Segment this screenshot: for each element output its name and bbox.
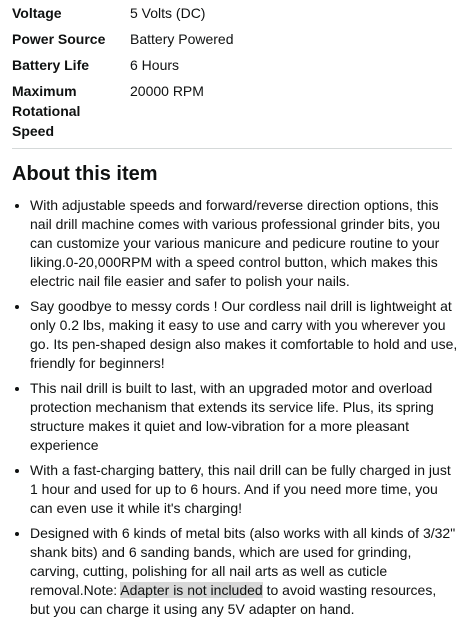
spec-row-battery-life — [12, 52, 452, 78]
feature-bullet: • Say goodbye to messy cords ! Our cordless nail drill is lightweight at only 0.2 lbs, making it easy to use and carry with you wherever you go. Its pen-shaped design also makes it comfortable to hold and use, friendly for beginners! — [30, 297, 458, 373]
spec-key: Voltage — [12, 5, 62, 21]
spec-key: Battery Life — [12, 57, 90, 73]
spec-value: 6 Hours — [130, 57, 180, 73]
spec-value: 5 Volts (DC) — [130, 5, 206, 21]
feature-bullet: • This nail drill is built to last, with an upgraded motor and overload protection mechanism that extends its service life. Plus, its spring structure makes it quiet and low-vibration for a more pleasant experience — [30, 379, 458, 455]
spec-key-line: Maximum — [12, 83, 77, 99]
section-title: About this item — [12, 163, 158, 185]
spec-key — [12, 78, 130, 144]
feature-bullet: • With a fast-charging battery, this nail drill can be fully charged in just 1 hour and used for up to 6 hours. And if you need more time, you can even use it while it's charging! — [30, 461, 458, 518]
feature-bullet — [30, 524, 458, 619]
section-divider — [12, 148, 452, 149]
spec-value: 20000 RPM — [130, 83, 204, 99]
spec-key-line: Speed — [12, 123, 55, 139]
about-this-item-section — [12, 160, 458, 625]
bullet-text: Designed with 6 kinds of metal bits (also works with all kinds of 3/32" shank bits) and 6 sanding bands, which are used for grinding, carving, cutting, polishing for all nail arts as well as cuticle removal.Note: — [30, 525, 456, 598]
bullet-text: to avoid wasting resources, but you can charge it using any 5V adapter on hand. — [30, 582, 437, 617]
highlighted-text[interactable]: Adapter is not included — [120, 582, 263, 598]
spec-row-power-source — [12, 26, 452, 52]
spec-key: Power Source — [12, 31, 106, 47]
spec-row-voltage — [12, 0, 452, 26]
product-specs-table — [12, 0, 452, 144]
spec-key-line: Rotational — [12, 103, 81, 119]
feature-bullet: • With adjustable speeds and forward/reverse direction options, this nail drill machine comes with various professional grinder bits, you can customize your various manicure and pedicure routine to your liking.0-20,000RPM with a speed control button, which makes this electric nail file easier and safer to polish your nails. — [30, 196, 458, 291]
feature-bullet-list — [12, 196, 458, 619]
spec-value: Battery Powered — [130, 31, 234, 47]
spec-row-max-rotational-speed — [12, 78, 452, 144]
